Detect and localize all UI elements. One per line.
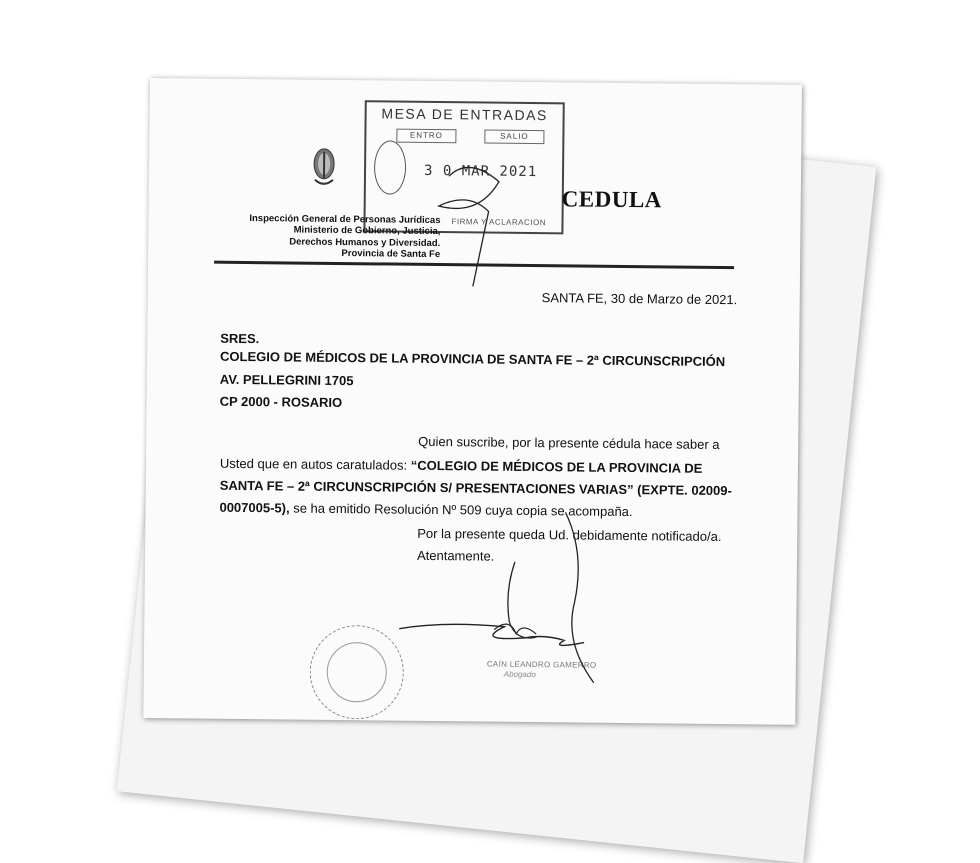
stamp-salio-box: SALIO (484, 130, 544, 145)
notification-line: Por la presente queda Ud. debidamente notificado/a. (417, 525, 722, 545)
document-title: CEDULA (561, 186, 663, 213)
coat-of-arms-icon (312, 142, 337, 190)
issuing-organization (214, 213, 440, 261)
org-line: Inspección General de Personas Jurídicas (249, 213, 441, 227)
date-line: SANTA FE, 30 de Marzo de 2021. (541, 290, 738, 308)
stamp-entro-box: ENTRO (396, 129, 456, 144)
org-line: Ministerio de Gobierno, Justicia, (293, 224, 441, 238)
document-page (143, 78, 802, 725)
body-text: se ha emitido Resolución Nº 509 cuya copia se acompaña. (289, 500, 633, 520)
stamp-oval (374, 140, 407, 194)
org-line: Provincia de Santa Fe (341, 247, 441, 260)
case-title-continued: SANTA FE – 2ª CIRCUNSCRIPCIÓN S/ PRESENTACIONES VARIAS” (EXPTE. 02009- (219, 477, 732, 499)
body-line: Quien suscribe, por la presente cédula hace saber a (418, 433, 720, 452)
signatory-name: CAÍN LEANDRO GAMERRO (486, 659, 597, 670)
header-divider (214, 261, 734, 269)
case-title: “COLEGIO DE MÉDICOS DE LA PROVINCIA DE (410, 457, 703, 476)
recipient-street: AV. PELLEGRINI 1705 (219, 371, 354, 389)
stamp-footer: FIRMA Y ACLARACION (451, 217, 547, 228)
closing-line: Atentamente. (416, 547, 495, 564)
recipient-city: CP 2000 - ROSARIO (219, 393, 343, 411)
body-text: Usted que en autos caratulados: (219, 455, 411, 473)
signatory-role: Abogado (503, 669, 536, 680)
recipient-salutation: SRES. (220, 330, 260, 347)
body-line (219, 497, 632, 523)
stamp-title: MESA DE ENTRADAS (381, 105, 548, 124)
official-seal-inner (326, 642, 387, 703)
recipient-name: COLEGIO DE MÉDICOS DE LA PROVINCIA DE SANTA FE – 2ª CIRCUNSCRIPCIÓN (220, 348, 726, 370)
case-number: 0007005-5), (219, 499, 290, 516)
org-line: Derechos Humanos y Diversidad. (289, 236, 441, 249)
stamp-date: 3 0 MAR 2021 (423, 162, 538, 181)
